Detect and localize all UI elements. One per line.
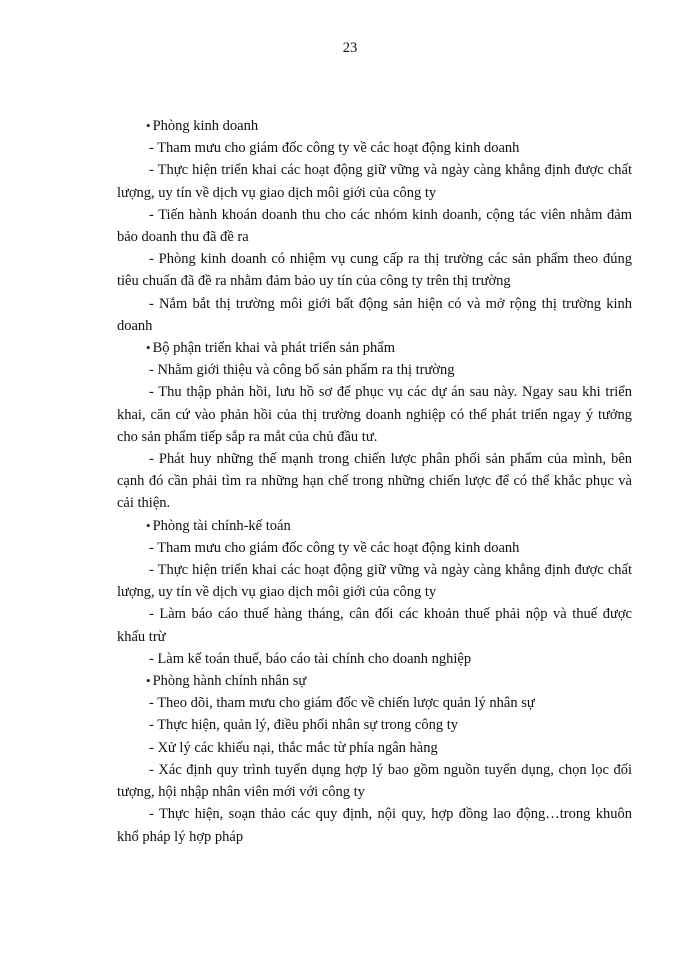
section-heading-kinh-doanh [117, 115, 632, 137]
page-number: 23 [342, 40, 358, 56]
section-heading-text: Phòng hành chính nhân sự [152, 673, 307, 690]
document-body [117, 115, 632, 848]
paragraph: - Theo dõi, tham mưu cho giám đốc về chiến lược quản lý nhân sự [149, 695, 535, 712]
paragraph: - Thực hiện triển khai các hoạt động giữ vững và ngày càng khẳng định được chất lượng, uy tín về dịch vụ giao dịch môi giới của công ty [117, 562, 632, 601]
paragraph: - Xử lý các khiếu nại, thắc mắc từ phía ngân hàng [149, 739, 438, 756]
paragraph: - Tham mưu cho giám đốc công ty về các hoạt động kinh doanh [149, 539, 520, 556]
paragraph: - Xác định quy trình tuyển dụng hợp lý bao gồm nguồn tuyển dụng, chọn lọc đối tượng, hội nhập nhân viên mới với công ty [117, 761, 632, 801]
bullet-icon: • [146, 118, 151, 133]
paragraph: - Nắm bắt thị trường môi giới bất động sản hiện có và mở rộng thị trường kinh doanh [117, 295, 632, 334]
bullet-icon: • [146, 517, 151, 533]
paragraph: - Thực hiện, soạn thảo các quy định, nội quy, hợp đồng lao động…trong khuôn khổ pháp lý hợp pháp [117, 806, 632, 845]
paragraph: - Thực hiện, quản lý, điều phối nhân sự trong công ty [149, 717, 459, 734]
section-heading-tai-chinh [117, 515, 632, 537]
section-heading-trien-khai [117, 337, 632, 359]
paragraph: - Tham mưu cho giám đốc công ty về các hoạt động kinh doanh [149, 140, 520, 157]
section-heading-text: Phòng tài chính-kế toán [152, 517, 291, 534]
paragraph: - Phòng kinh doanh có nhiệm vụ cung cấp ra thị trường các sản phẩm theo đúng tiêu chuẩn đã đề ra nhằm đảm bảo uy tín của công ty trên thị trường [117, 251, 632, 290]
bullet-icon: • [146, 673, 151, 689]
section-heading-text: Phòng kinh doanh [152, 118, 259, 134]
paragraph: - Thu thập phản hồi, lưu hồ sơ để phục vụ các dự án sau này. Ngay sau khi triển khai, căn cứ vào phản hồi của thị trường doanh nghiệp có thể phát triển ngay ý tưởng cho sản phẩm tiếp sắp ra mắt của chủ đầu tư. [117, 384, 632, 445]
section-heading-text: Bộ phận triển khai và phát triển sản phẩm [152, 340, 395, 357]
paragraph: - Làm báo cáo thuế hàng tháng, cân đối các khoản thuế phải nộp và thuế được khấu trừ [117, 606, 632, 645]
paragraph: - Làm kế toán thuế, báo cáo tài chính cho doanh nghiệp [149, 650, 472, 667]
paragraph: - Tiến hành khoán doanh thu cho các nhóm kinh doanh, cộng tác viên nhằm đảm bảo doanh thu đã đề ra [117, 206, 632, 246]
paragraph: - Thực hiện triển khai các hoạt động giữ vững và ngày càng khẳng định được chất lượng, uy tín về dịch vụ giao dịch môi giới của công ty [117, 162, 632, 201]
section-heading-nhan-su [117, 670, 632, 692]
bullet-icon: • [146, 340, 151, 356]
paragraph: - Nhằm giới thiệu và công bố sản phẩm ra thị trường [149, 362, 455, 379]
paragraph: - Phát huy những thế mạnh trong chiến lược phân phối sản phẩm của mình, bên cạnh đó cần phải tìm ra những hạn chế trong những chiến lược để có thể khắc phục và cải thiện. [117, 451, 632, 512]
